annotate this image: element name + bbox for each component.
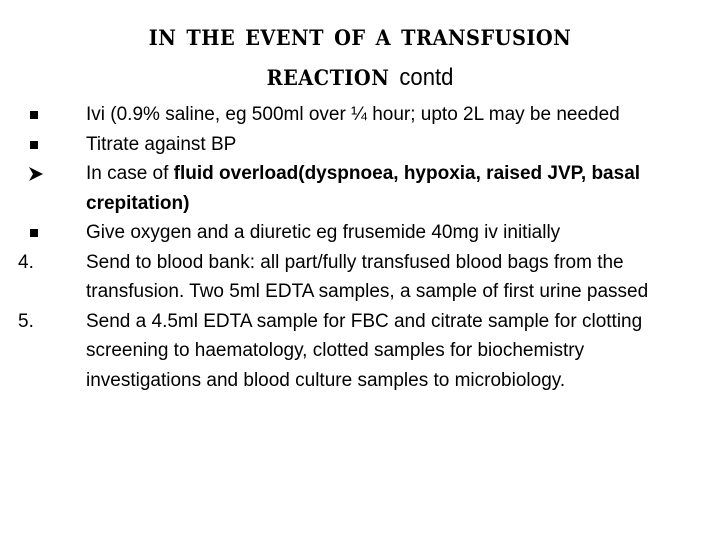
list-item	[0, 130, 720, 160]
list-item-text: Ivi (0.9% saline, eg 500ml over ¼ hour; upto 2L may be needed	[86, 104, 620, 125]
list-item-text: Send to blood bank: all part/fully transfused blood bags from the transfusion. Two 5ml EDTA samples, a sample of first urine passed	[86, 251, 649, 302]
slide-title	[0, 16, 720, 98]
list-item	[0, 218, 720, 248]
list-item	[0, 307, 720, 396]
list-item-text: Titrate against BP	[86, 133, 237, 155]
list-item-text: Send a 4.5ml EDTA sample for FBC and citrate sample for clotting screening to haematology, clotted samples for biochemistry investigations and blood culture samples to microbiology.	[86, 310, 643, 391]
arrow-bullet-icon	[28, 159, 48, 182]
bullet-list	[0, 100, 720, 395]
title-line-2-text: reaction	[266, 58, 390, 93]
square-bullet-icon	[30, 130, 40, 149]
square-bullet-icon	[30, 100, 40, 119]
title-line-2	[29, 56, 691, 98]
list-item-text-bold: fluid overload(dyspnoea, hypoxia, raised JVP, basal crepitation)	[86, 163, 641, 214]
list-item	[0, 159, 720, 218]
list-item-text-prefix: In case of	[86, 163, 174, 184]
list-item-number: 4.	[18, 251, 34, 273]
list-item	[0, 248, 720, 307]
list-item	[0, 100, 720, 130]
title-line-1: in the event of a transfusion	[148, 18, 572, 53]
title-suffix: contd	[399, 64, 454, 91]
list-item-text: Give oxygen and a diuretic eg frusemide 40mg iv initially	[86, 222, 561, 243]
list-item-number: 5.	[18, 310, 34, 332]
square-bullet-icon	[30, 218, 40, 237]
